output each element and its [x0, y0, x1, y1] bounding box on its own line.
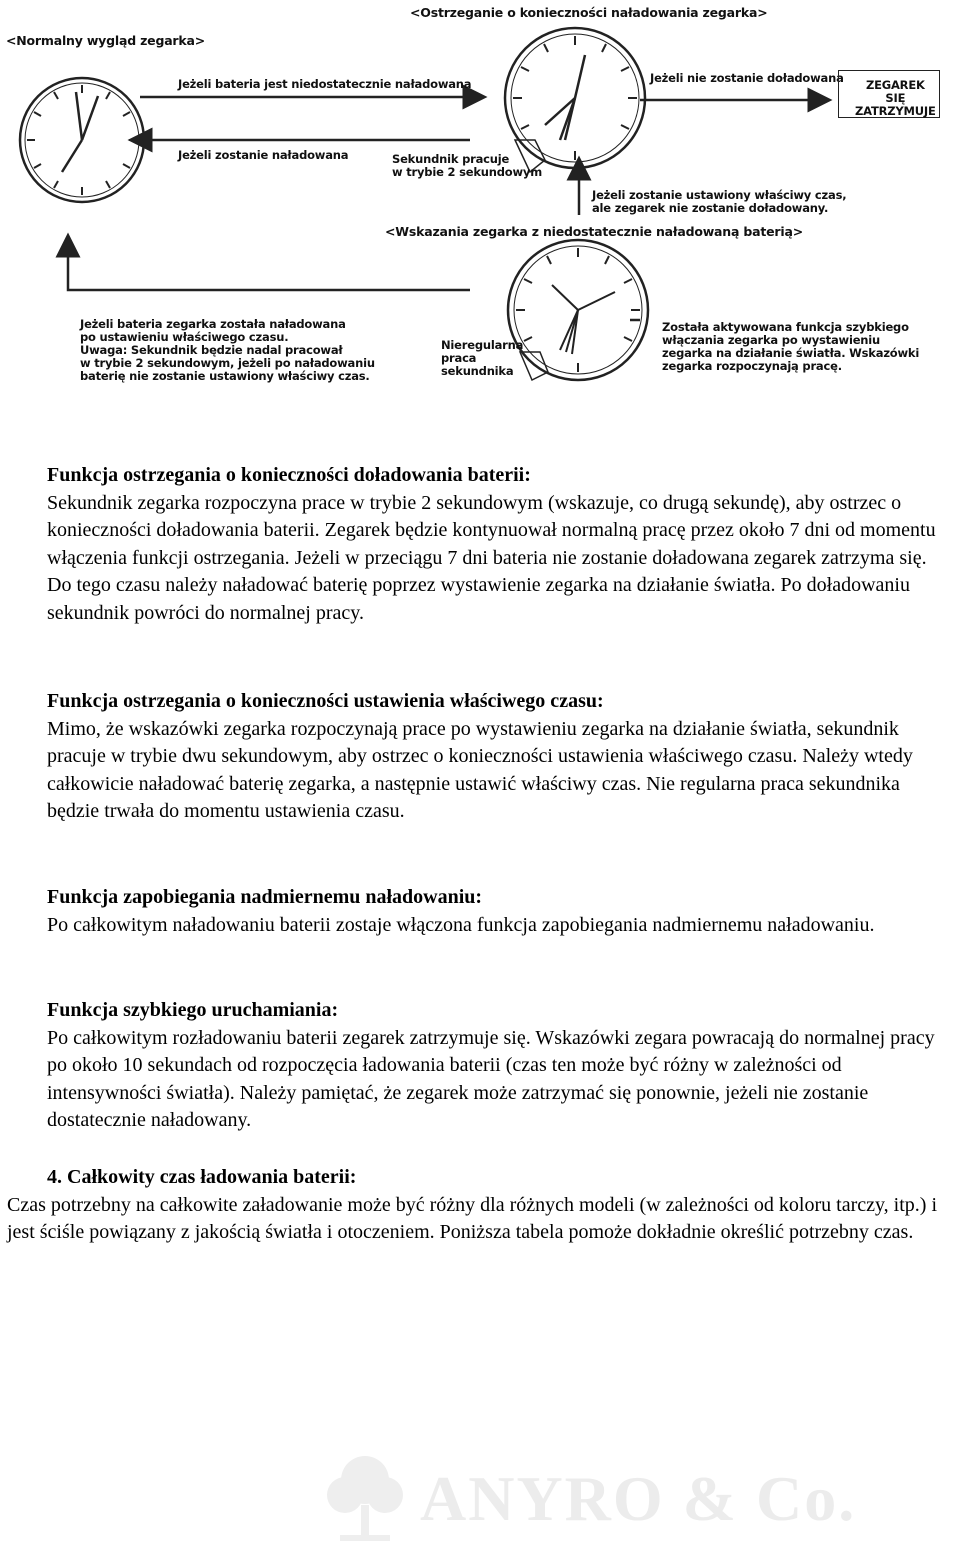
label-quick-start: Została aktywowana funkcja szybkiego włączania zegarka po wystawieniu zegarka na działanie światła. Wskazówki zegarka rozpoczynają pracę. [662, 320, 920, 373]
label-second-hand-2s: Sekundnik pracuje w trybie 2 sekundowym [392, 152, 542, 179]
section-body: Sekundnik zegarka rozpoczyna prace w trybie 2 sekundowym (wskazuje, co drugą sekundę), aby ostrzec o konieczności doładowania baterii. Zegarek będzie kontynuował normalną pracę przez około 7 dni od momentu włączenia funkcji ostrzegania. Jeżeli w przeciągu 7 dni bateria nie zostanie doładowana zegarek zatrzyma się. Do tego czasu należy naładować baterię poprzez wystawienie zegarka na działanie światła. Po doładowaniu sekundnik powróci do normalnej pracy. [47, 491, 936, 624]
section-heading: Funkcja szybkiego uruchamiania: [47, 999, 339, 1021]
clock-insufficient-icon [508, 240, 648, 380]
section-charge-warning [47, 462, 937, 628]
label-insufficient-heading: <Wskazania zegarka z niedostatecznie naładowaną baterią> [385, 224, 803, 239]
section-heading: Funkcja ostrzegania o konieczności doładowania baterii: [47, 464, 531, 486]
watermark-logo [320, 1450, 857, 1545]
section-body: Po całkowitym rozładowaniu baterii zegarek zatrzymuje się. Wskazówki zegara powracają do normalnej pracy po około 10 sekundach od rozpoczęcia ładowania baterii (czas ten może być różny w zależności od intensywności światła). Należy pamiętać, że zegarek może zatrzymać się ponownie, jeżeli nie zostanie dostatecznie naładowany. [47, 1026, 935, 1132]
label-if-not-charged: Jeżeli nie zostanie doładowana [650, 71, 844, 85]
label-stops: ZEGAREK SIĘ ZATRZYMUJE [855, 78, 936, 118]
section-body: Po całkowitym naładowaniu baterii zostaje włączona funkcja zapobiegania nadmiernemu naładowaniu. [47, 913, 875, 936]
watermark-text: ANYRO & Co. [420, 1463, 857, 1534]
clock-warning-icon [505, 28, 645, 172]
section-body: Mimo, że wskazówki zegarka rozpoczynają prace po wystawieniu zegarka na działanie światła, sekundnik pracuje w trybie dwu sekundowym, aby ostrzec o konieczności ustawienia właściwego czasu. Należy wtedy całkowicie naładować baterię zegarka, a następnie ustawić właściwy czas. Nie regularna praca sekundnika będzie trwała do momentu ustawienia czasu. [47, 717, 913, 823]
section-time-warning [47, 688, 937, 826]
label-battery-low: Jeżeli bateria jest niedostatecznie naładowana [178, 77, 472, 91]
watch-stops-box [838, 70, 940, 118]
label-normal: <Normalny wygląd zegarka> [6, 33, 206, 48]
label-time-set-not-charged: Jeżeli zostanie ustawiony właściwy czas, ale zegarek nie zostanie doładowany. [592, 188, 847, 215]
label-warning-charge: <Ostrzeganie o konieczności naładowania zegarka> [410, 5, 768, 20]
section-heading: Funkcja ostrzegania o konieczności ustawienia właściwego czasu: [47, 690, 604, 712]
label-if-charged: Jeżeli zostanie naładowana [178, 148, 349, 162]
section-quick-start [47, 997, 937, 1135]
section-heading: Funkcja zapobiegania nadmiernemu naładowaniu: [47, 886, 483, 908]
label-irregular: Nieregularna praca sekundnika [441, 338, 524, 378]
tree-logo-icon [320, 1450, 410, 1545]
label-battery-charged-note: Jeżeli bateria zegarka została naładowana po ustawieniu właściwego czasu. Uwaga: Sekundnik będzie nadal pracował w trybie 2 sekundowym, jeżeli po naładowaniu baterię nie zostanie ustawiony właściwy czas. [80, 317, 375, 383]
watch-function-diagram [0, 0, 960, 400]
section-overcharge [47, 884, 937, 939]
section-charging-time [7, 1164, 952, 1247]
section-body: Czas potrzebny na całkowite załadowanie może być różny dla różnych modeli (w zależności od koloru tarczy, itp.) i jest ściśle powiązany z jakością światła i otoczeniem. Poniższa tabela pomoże dokładnie określić potrzebny czas. [7, 1193, 938, 1244]
section-heading: 4. Całkowity czas ładowania baterii: [47, 1166, 357, 1188]
clock-normal-icon [20, 78, 144, 202]
